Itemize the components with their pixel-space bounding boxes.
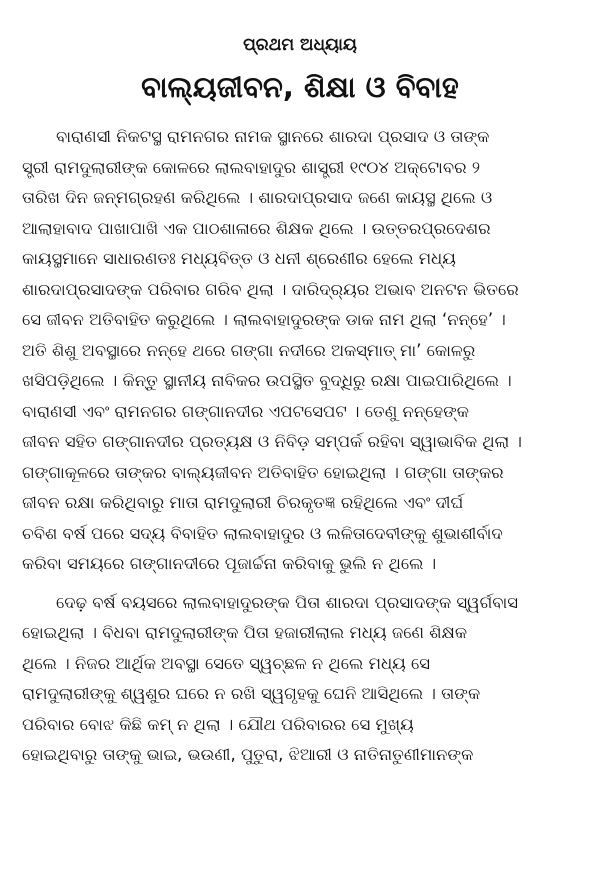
text-line: ଚବିଶ ବର୍ଷ ପରେ ସଦ୍ୟ ବିବାହିତ ଲାଲବାହାଦୁର ଓ ଲଳିତାଦେବୀଙ୍କୁ ଶୁଭାଶୀର୍ବାଦ xyxy=(22,523,503,543)
text-line: ତାରିଖ ଦିନ ଜନ୍ମଗ୍ରହଣ କରିଥିଲେ । ଶାରଦାପ୍ରସାଦ ଜଣେ କାୟସ୍ଥ ଥିଲେ ଓ xyxy=(22,188,493,207)
paragraph-1 xyxy=(22,122,578,580)
text-line: ସ୍ତ୍ରୀ ରାମଦୁଲାରୀଙ୍କ କୋଳରେ ଲାଲବାହାଦୁର ଶାସ୍ତ୍ରୀ ୧୯୦୪ ଅକ୍ଟୋବର ୨ xyxy=(22,157,481,177)
text-line: ଥିଲେ । ନିଜର ଆର୍ଥିକ ଅବସ୍ଥା ସେତେ ସ୍ୱଚ୍ଛଳ ନ ଥିଲେ ମଧ୍ୟ ସେ xyxy=(22,653,431,673)
text-line: ବାରାଣସୀ ଏବଂ ରାମନଗର ଗଙ୍ଗାନଦୀର ଏପଟସେପଟ । ତେଣୁ ନନ୍‌ହେଙ୍କ xyxy=(22,401,469,421)
paragraph-2 xyxy=(22,588,578,771)
text-line: ଦେଢ଼ ବର୍ଷ ବୟସରେ ଲାଲବାହାଦୁରଙ୍କ ପିତା ଶାରଦା ପ୍ରସାଦଙ୍କ ସ୍ୱର୍ଗବାସ xyxy=(56,592,519,612)
text-line: ବାରାଣସୀ ନିକଟସ୍ଥ ରାମନଗର ନାମକ ସ୍ଥାନରେ ଶାରଦା ପ୍ରସାଦ ଓ ତାଙ୍କ xyxy=(56,127,490,146)
text-line: ହୋଇଥିଲା । ବିଧବା ରାମଦୁଲାରୀଙ୍କ ପିତା ହଜାରୀଲାଲ ମଧ୍ୟ ଜଣେ ଶିକ୍ଷକ xyxy=(22,623,468,642)
text-line: ଖସିପଡ଼ିଥିଲେ । କିନ୍ତୁ ସ୍ଥାନୀୟ ନାବିକର ଉପସ୍ଥିତ ବୁଦ୍ଧିରୁ ରକ୍ଷା ପାଇପାରିଥିଲେ । xyxy=(22,371,512,390)
text-line: ଗଙ୍ଗାକୂଳରେ ତାଙ୍କର ବାଲ୍ୟଜୀବନ ଅତିବାହିତ ହୋଇଥିଲା । ଗଙ୍ଗା ତାଙ୍କର xyxy=(22,462,504,482)
text-line: ସେ ଜୀବନ ଅତିବାହିତ କରୁଥିଲେ । ଲାଲବାହାଦୁରଙ୍କ ଡାକ ନାମ ଥିଲା ‘ନନ୍‌ହେ’ । xyxy=(22,310,506,329)
text-line: ପରିବାର ବୋଝ କିଛି କମ୍‌ ନ ଥିଲା । ଯୌଥ ପରିବାରର ସେ ମୁଖ୍ୟ xyxy=(22,714,414,734)
text-line: ରାମଦୁଲାରୀଙ୍କୁ ଶ୍ୱଶୁର ଘରେ ନ ରଖି ସ୍ୱଗୃହକୁ ଘେନି ଆସିଥିଲେ । ତାଙ୍କ xyxy=(22,684,481,703)
text-line: ଆଲାହାବାଦ ପାଖାପାଖି ଏକ ପାଠଶାଳାରେ ଶିକ୍ଷକ ଥିଲେ । ଉତ୍ତରପ୍ରଦେଶର xyxy=(22,218,491,238)
text-line: ହୋଇଥିବାରୁ ତାଙ୍କୁ ଭାଇ, ଭଉଣୀ, ପୁତୁରା, ଝିଆରୀ ଓ ନାତିନାତୁଣୀମାନଙ୍କ xyxy=(22,745,474,764)
text-line: ଜୀବନ ସହିତ ଗଙ୍ଗାନଦୀର ପ୍ରତ୍ୟକ୍ଷ ଓ ନିବିଡ଼ ସମ୍ପର୍କ ରହିବା ସ୍ୱାଭାବିକ ଥିଲା । xyxy=(22,432,522,451)
chapter-label: ପ୍ରଥମ ଅଧ୍ୟାୟ xyxy=(243,35,357,55)
chapter-title: ବାଲ୍ୟଜୀବନ, ଶିକ୍ଷା ଓ ବିବାହ xyxy=(141,70,459,104)
text-line: କରିବା ସମୟରେ ଗଙ୍ଗାନଦୀରେ ପୂଜାର୍ଚ୍ଚନା କରିବାକୁ ଭୁଲି ନ ଥିଲେ । xyxy=(22,554,437,573)
text-line: ଶାରଦାପ୍ରସାଦଙ୍କ ପରିବାର ଗରିବ ଥିଲା । ଦାରିଦ୍ର୍ୟର ଅଭାବ ଅନଟନ ଭିତରେ xyxy=(22,279,519,299)
text-line: କାୟସ୍ଥମାନେ ସାଧାରଣତଃ ମଧ୍ୟବିତ୍ତ ଓ ଧନୀ ଶ୍ରେଣୀର ହେଲେ ମଧ୍ୟ xyxy=(22,249,456,268)
text-line: ଅତି ଶିଶୁ ଅବସ୍ଥାରେ ନନ୍‌ହେ ଥରେ ଗଙ୍ଗା ନଦୀରେ ଅକସ୍ମାତ୍‌ ମା’ କୋଳରୁ xyxy=(22,340,476,360)
text-line: ଜୀବନ ରକ୍ଷା କରିଥିବାରୁ ମାତା ରାମଦୁଲାରୀ ଚିରକୃତଜ୍ଞ ରହିଥିଲେ ଏବଂ ଦୀର୍ଘ xyxy=(22,493,464,512)
